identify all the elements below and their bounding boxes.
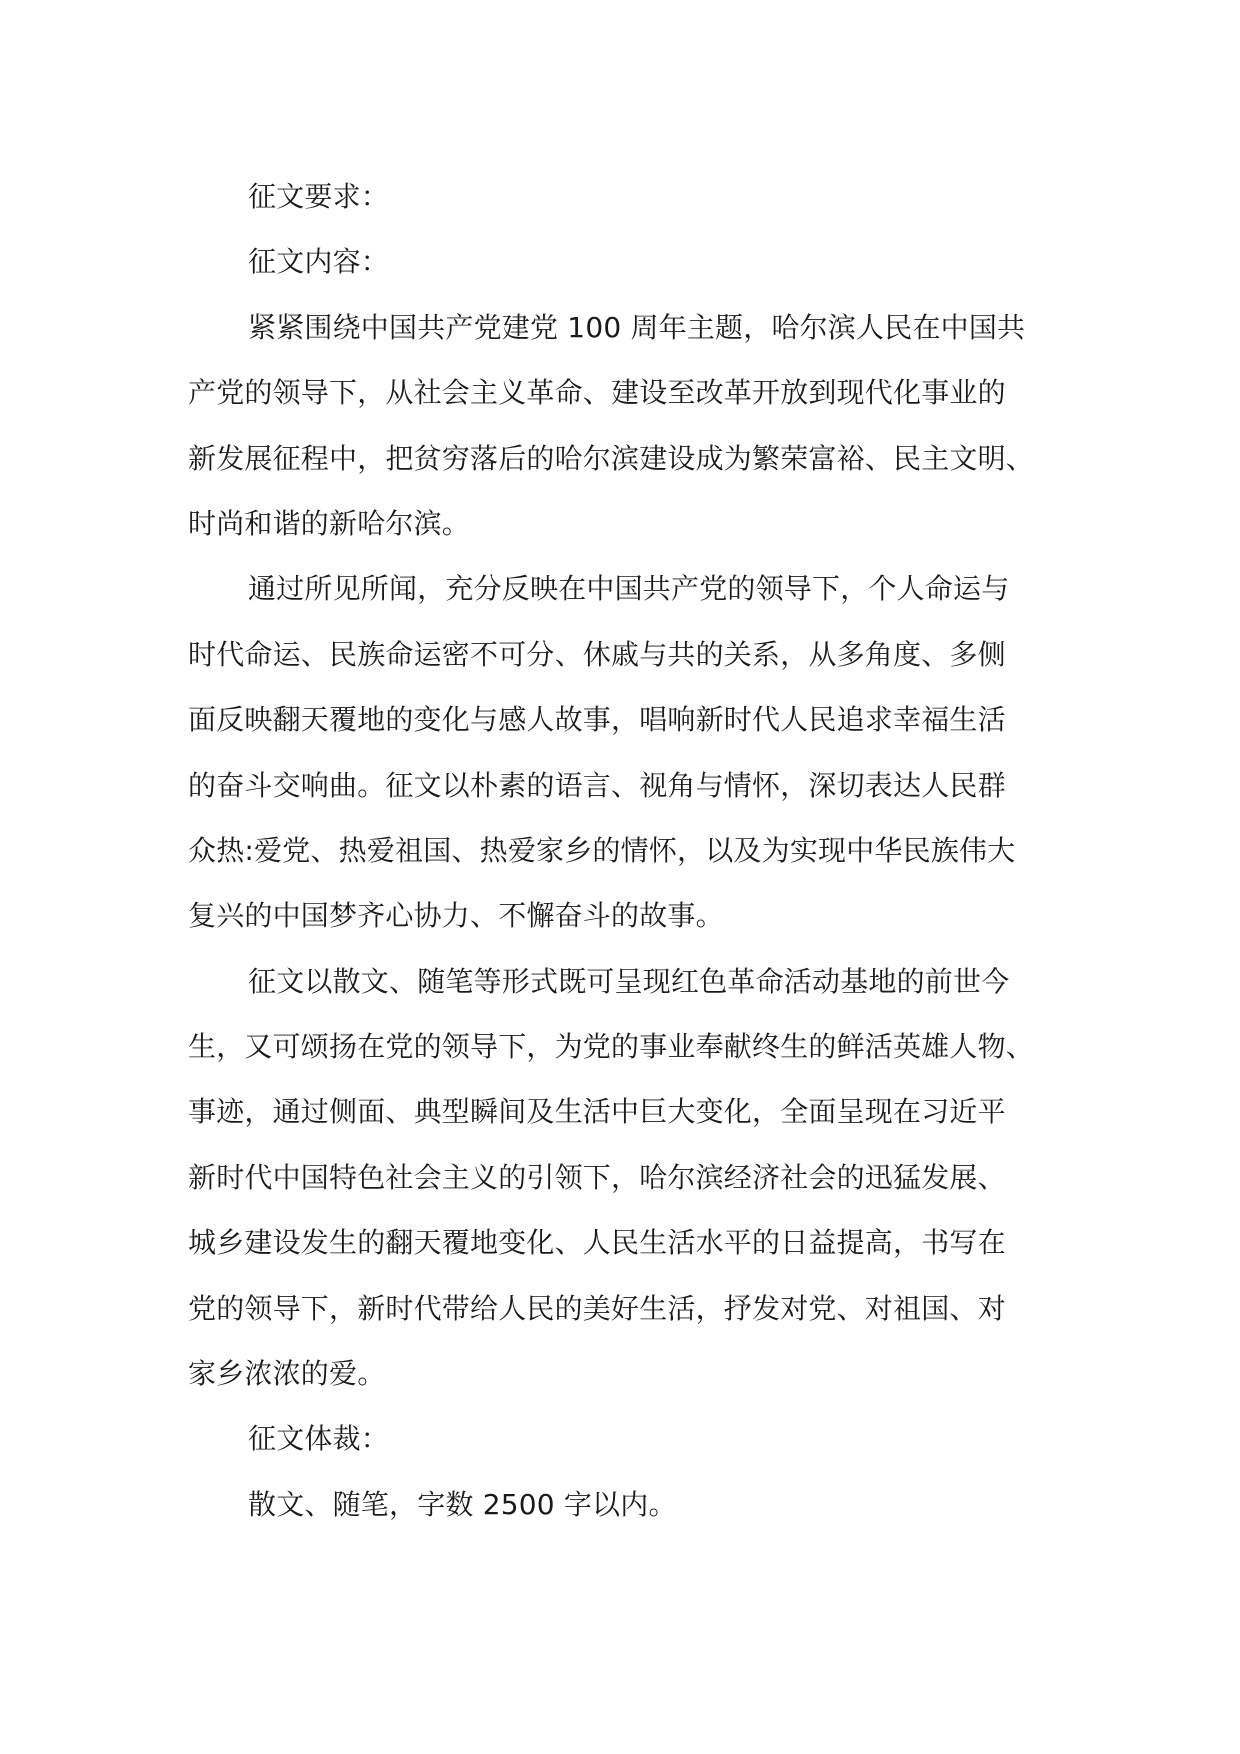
text-line: 生，又可颂扬在党的领导下，为党的事业奉献终生的鲜活英雄人物、 xyxy=(188,1030,1035,1064)
text-line: 面反映翻天覆地的变化与感人故事，唱响新时代人民追求幸福生活 xyxy=(188,703,1006,737)
text-line: 征文体裁： xyxy=(248,1422,390,1456)
text-line: 征文以散文、随笔等形式既可呈现红色革命活动基地的前世今 xyxy=(248,964,1010,998)
text-line: 党的领导下，新时代带给人民的美好生活，抒发对党、对祖国、对 xyxy=(188,1291,1006,1325)
text-line: 众热:爱党、热爱祖国、热爱家乡的情怀，以及为实现中华民族伟大 xyxy=(188,833,1016,867)
paragraph-4 xyxy=(188,1472,1056,1537)
text-line: 时尚和谐的新哈尔滨。 xyxy=(188,506,471,540)
paragraph-1 xyxy=(188,295,1056,557)
text-line: 家乡浓浓的爱。 xyxy=(188,1357,386,1391)
text-line: 事迹，通过侧面、典型瞬间及生活中巨大变化，全面呈现在习近平 xyxy=(188,1095,1006,1129)
text-line: 时代命运、民族命运密不可分、休戚与共的关系，从多角度、多侧 xyxy=(188,637,1006,671)
text-line: 复兴的中国梦齐心协力、不懈奋斗的故事。 xyxy=(188,899,724,933)
heading-genre xyxy=(188,1406,1056,1471)
text-line: 紧紧围绕中国共产党建党 100 周年主题，哈尔滨人民在中国共 xyxy=(248,310,1026,344)
text-line: 的奋斗交响曲。征文以朴素的语言、视角与情怀，深切表达人民群 xyxy=(188,768,1006,802)
text-line: 产党的领导下，从社会主义革命、建设至改革开放到现代化事业的 xyxy=(188,376,1006,410)
text-line: 通过所见所闻，充分反映在中国共产党的领导下，个人命运与 xyxy=(248,572,1010,606)
text-line: 征文内容： xyxy=(248,245,390,279)
document-body xyxy=(188,164,1056,1537)
heading-content xyxy=(188,229,1056,294)
text-line: 新发展征程中，把贫穷落后的哈尔滨建设成为繁荣富裕、民主文明、 xyxy=(188,441,1035,475)
heading-requirements xyxy=(188,164,1056,229)
text-line: 散文、随笔，字数 2500 字以内。 xyxy=(248,1487,677,1521)
text-line: 征文要求： xyxy=(248,180,390,213)
paragraph-3 xyxy=(188,949,1056,1407)
text-line: 城乡建设发生的翻天覆地变化、人民生活水平的日益提高，书写在 xyxy=(188,1226,1006,1260)
text-line: 新时代中国特色社会主义的引领下，哈尔滨经济社会的迅猛发展、 xyxy=(188,1160,1006,1194)
paragraph-2 xyxy=(188,556,1056,948)
